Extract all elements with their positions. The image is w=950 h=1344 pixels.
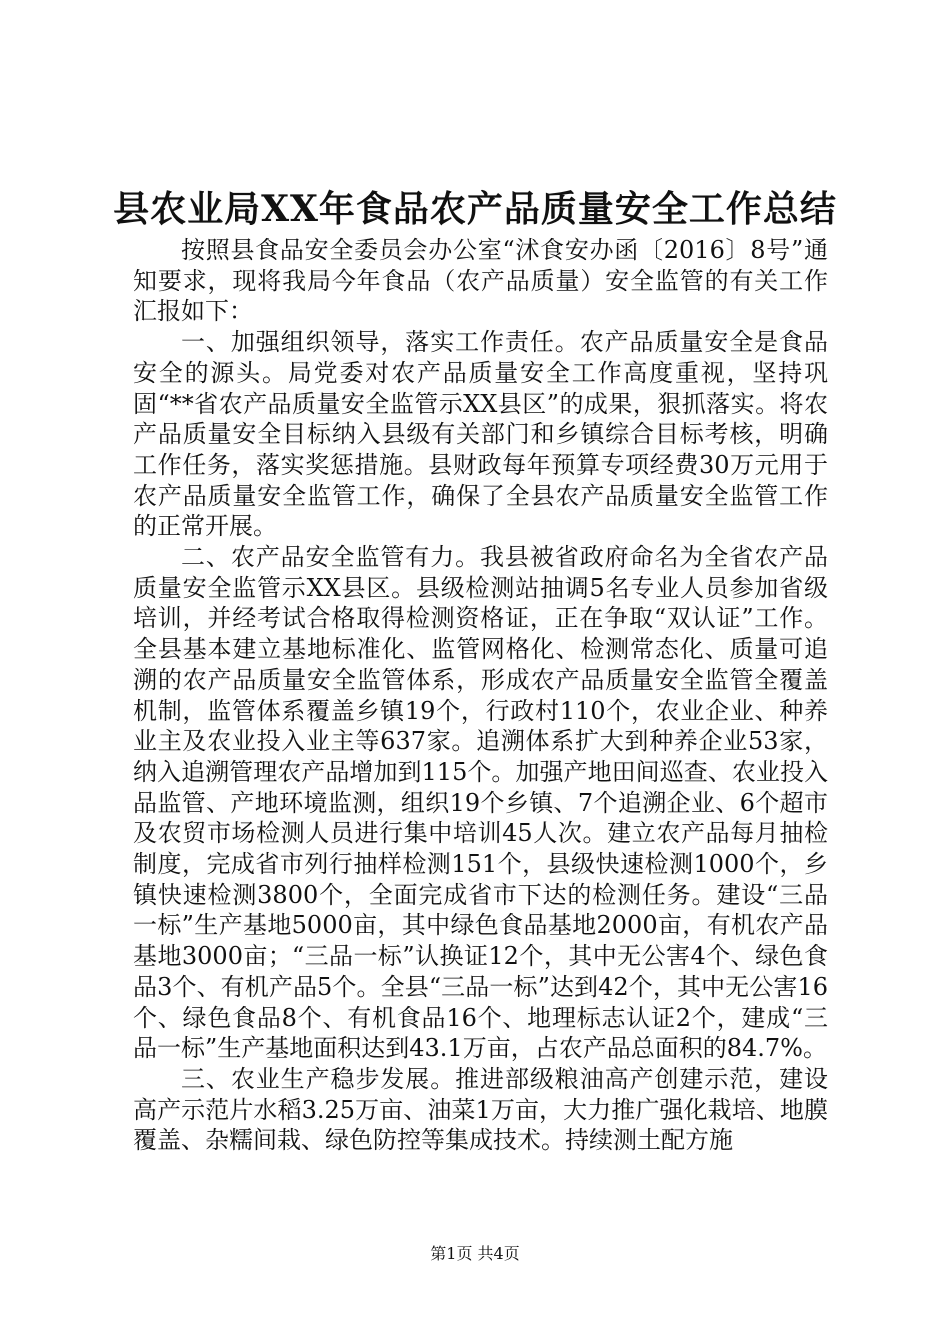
document-title: 县农业局XX年食品农产品质量安全工作总结: [113, 188, 837, 230]
section-1-paragraph: 一、加强组织领导，落实工作责任。农产品质量安全是食品安全的源头。局党委对农产品质量安全工作高度重视，坚持巩固“**省农产品质量安全监管示XX县区”的成果，狠抓落实。将农产品质量安全目标纳入县级有关部门和乡镇综合目标考核，明确工作任务，落实奖惩措施。县财政每年预算专项经费30万元用于农产品质量安全监管工作，确保了全县农产品质量安全监管工作的正常开展。: [133, 328, 828, 541]
page-number-footer: 第1页 共4页: [430, 1244, 520, 1263]
section-3-paragraph: 三、农业生产稳步发展。推进部级粮油高产创建示范，建设高产示范片水稻3.25万亩、油菜1万亩，大力推广强化栽培、地膜覆盖、杂糯间栽、绿色防控等集成技术。持续测土配方施: [133, 1064, 828, 1155]
document-body: [133, 235, 828, 1156]
intro-paragraph: 按照县食品安全委员会办公室“沭食安办函〔2016〕8号”通知要求，现将我局今年食品（农产品质量）安全监管的有关工作汇报如下：: [133, 236, 828, 326]
section-2-paragraph: 二、农产品安全监管有力。我县被省政府命名为全省农产品质量安全监管示XX县区。县级检测站抽调5名专业人员参加省级培训，并经考试合格取得检测资格证，正在争取“双认证”工作。全县基本建立基地标准化、监管网格化、检测常态化、质量可追溯的农产品质量安全监管体系，形成农产品质量安全监管全覆盖机制，监管体系覆盖乡镇19个，行政村110个，农业企业、种养业主及农业投入业主等637家。追溯体系扩大到种养企业53家，纳入追溯管理农产品增加到115个。加强产地田间巡查、农业投入品监管、产地环境监测，组织19个乡镇、7个追溯企业、6个超市及农贸市场检测人员进行集中培训45人次。建立农产品每月抽检制度，完成省市列行抽样检测151个，县级快速检测1000个，乡镇快速检测3800个，全面完成省市下达的检测任务。建设“三品一标”生产基地5000亩，其中绿色食品基地2000亩，有机农产品基地3000亩；“三品一标”认换证12个，其中无公害4个、绿色食品3个、有机产品5个。全县“三品一标”达到42个，其中无公害16个、绿色食品8个、有机食品16个、地理标志认证2个，建成“三品一标”生产基地面积达到43.1万亩，占农产品总面积的84.7%。: [133, 543, 828, 1063]
